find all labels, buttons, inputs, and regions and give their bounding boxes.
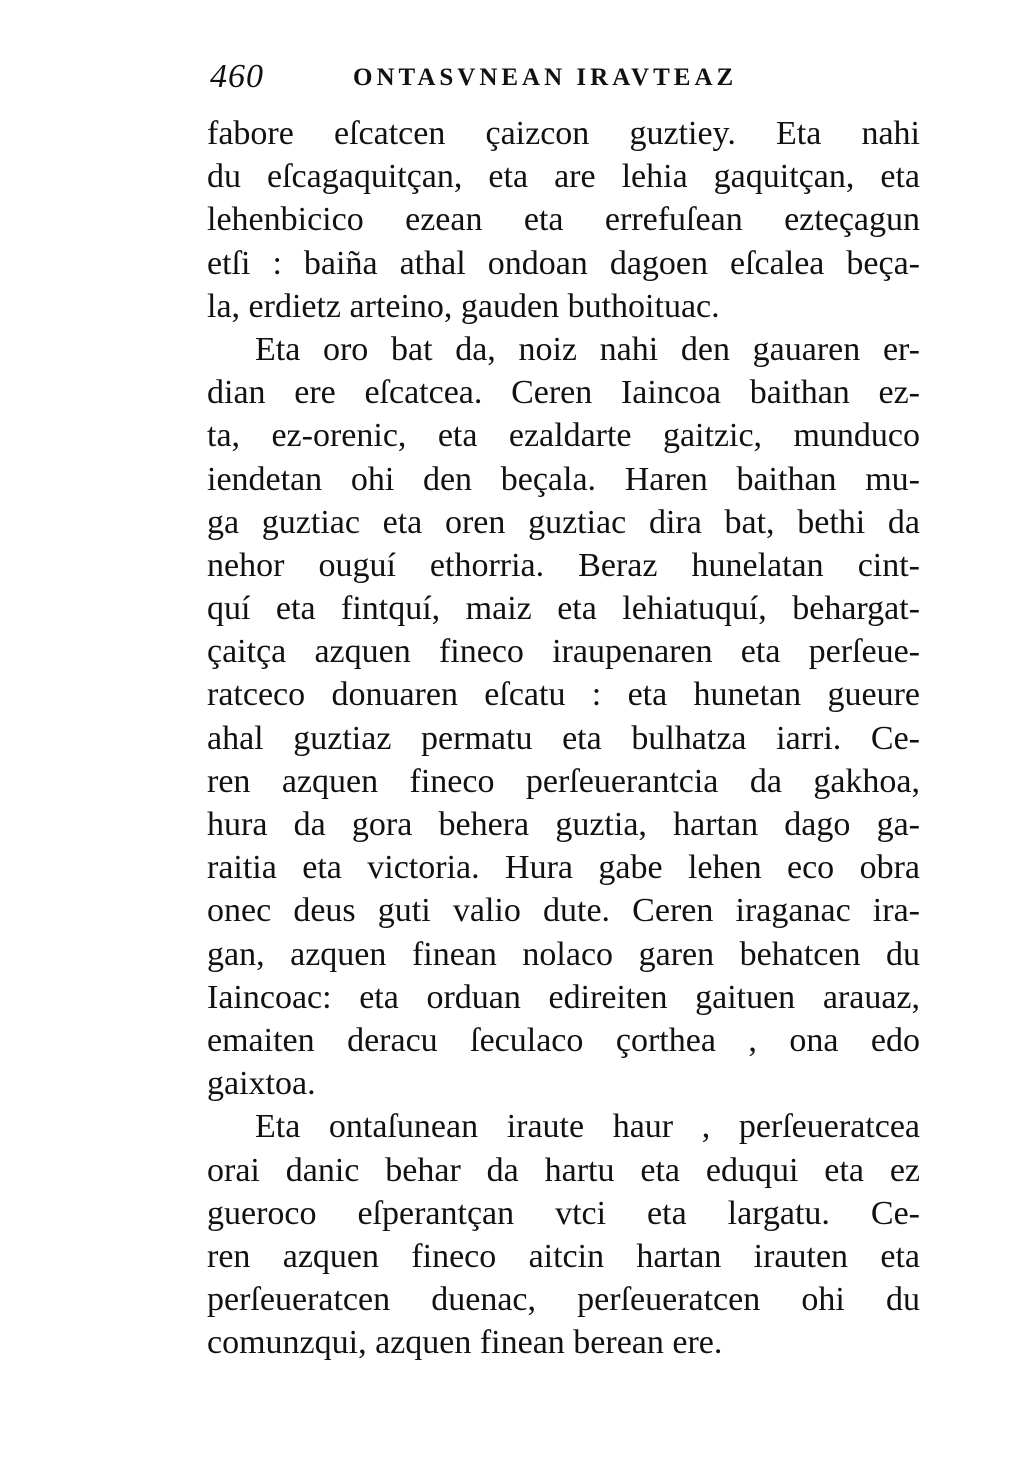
running-title: ONTASVNEAN IRAVTEAZ — [353, 64, 738, 91]
paragraph-3 — [207, 1105, 920, 1364]
text-line: raitia eta victoria. Hura gabe lehen eco obra — [207, 849, 920, 887]
text-line: gan, azquen finean nolaco garen behatcen du — [207, 935, 920, 973]
page-number: 460 — [210, 58, 264, 95]
text-line: nehor ouguí ethorria. Beraz hunelatan cint- — [207, 546, 920, 584]
text-line: emaiten deracu ſeculaco çorthea , ona edo — [207, 1021, 920, 1059]
text-line: Eta oro bat da, noiz nahi den gauaren er- — [255, 330, 920, 368]
text-line: etſi : baiña athal ondoan dagoen eſcalea beça- — [207, 244, 920, 282]
text-line: ren azquen fineco aitcin hartan irauten eta — [207, 1237, 920, 1275]
text-line: gueroco eſperantçan vtci eta largatu. Ce- — [207, 1194, 920, 1232]
text-line: Iaincoac: eta orduan edireiten gaituen arauaz, — [207, 978, 920, 1016]
page-header — [210, 58, 930, 98]
text-line: lehenbicico ezean eta errefuſean ezteçagun — [207, 201, 920, 239]
text-line: comunzqui, azquen finean berean ere. — [207, 1324, 723, 1362]
text-line: çaitça azquen fineco iraupenaren eta perſeue- — [207, 633, 920, 671]
text-line: quí eta fintquí, maiz eta lehiatuquí, behargat- — [207, 590, 920, 628]
text-line: fabore eſcatcen çaizcon guztiey. Eta nahi — [207, 115, 920, 152]
text-line: du eſcagaquitçan, eta are lehia gaquitçan, eta — [207, 158, 920, 196]
text-line: hura da gora behera guztia, hartan dago ga- — [207, 806, 920, 843]
text-line: orai danic behar da hartu eta eduqui eta ez — [207, 1151, 920, 1189]
text-line: ratceco donuaren eſcatu : eta hunetan gueure — [207, 676, 920, 714]
text-line: dian ere eſcatcea. Ceren Iaincoa baithan ez- — [207, 374, 920, 412]
text-line: ahal guztiaz permatu eta bulhatza iarri. Ce- — [207, 719, 920, 757]
text-line: gaixtoa. — [207, 1065, 316, 1103]
paragraph-1 — [207, 112, 920, 328]
text-line: ta, ez-orenic, eta ezaldarte gaitzic, munduco — [207, 417, 920, 455]
text-line: ren azquen fineco perſeuerantcia da gakhoa, — [207, 762, 920, 800]
paragraph-2 — [207, 328, 920, 1105]
text-line: perſeueratcen duenac, perſeueratcen ohi du — [207, 1281, 920, 1319]
text-line: ga guztiac eta oren guztiac dira bat, bethi da — [207, 503, 920, 541]
body-text — [207, 112, 920, 1364]
text-line: Eta ontaſunean iraute haur , perſeueratcea — [255, 1108, 920, 1146]
text-line: iendetan ohi den beçala. Haren baithan mu- — [207, 460, 920, 498]
text-line: onec deus guti valio dute. Ceren iraganac ira- — [207, 892, 920, 930]
text-line: la, erdietz arteino, gauden buthoituac. — [207, 287, 720, 325]
